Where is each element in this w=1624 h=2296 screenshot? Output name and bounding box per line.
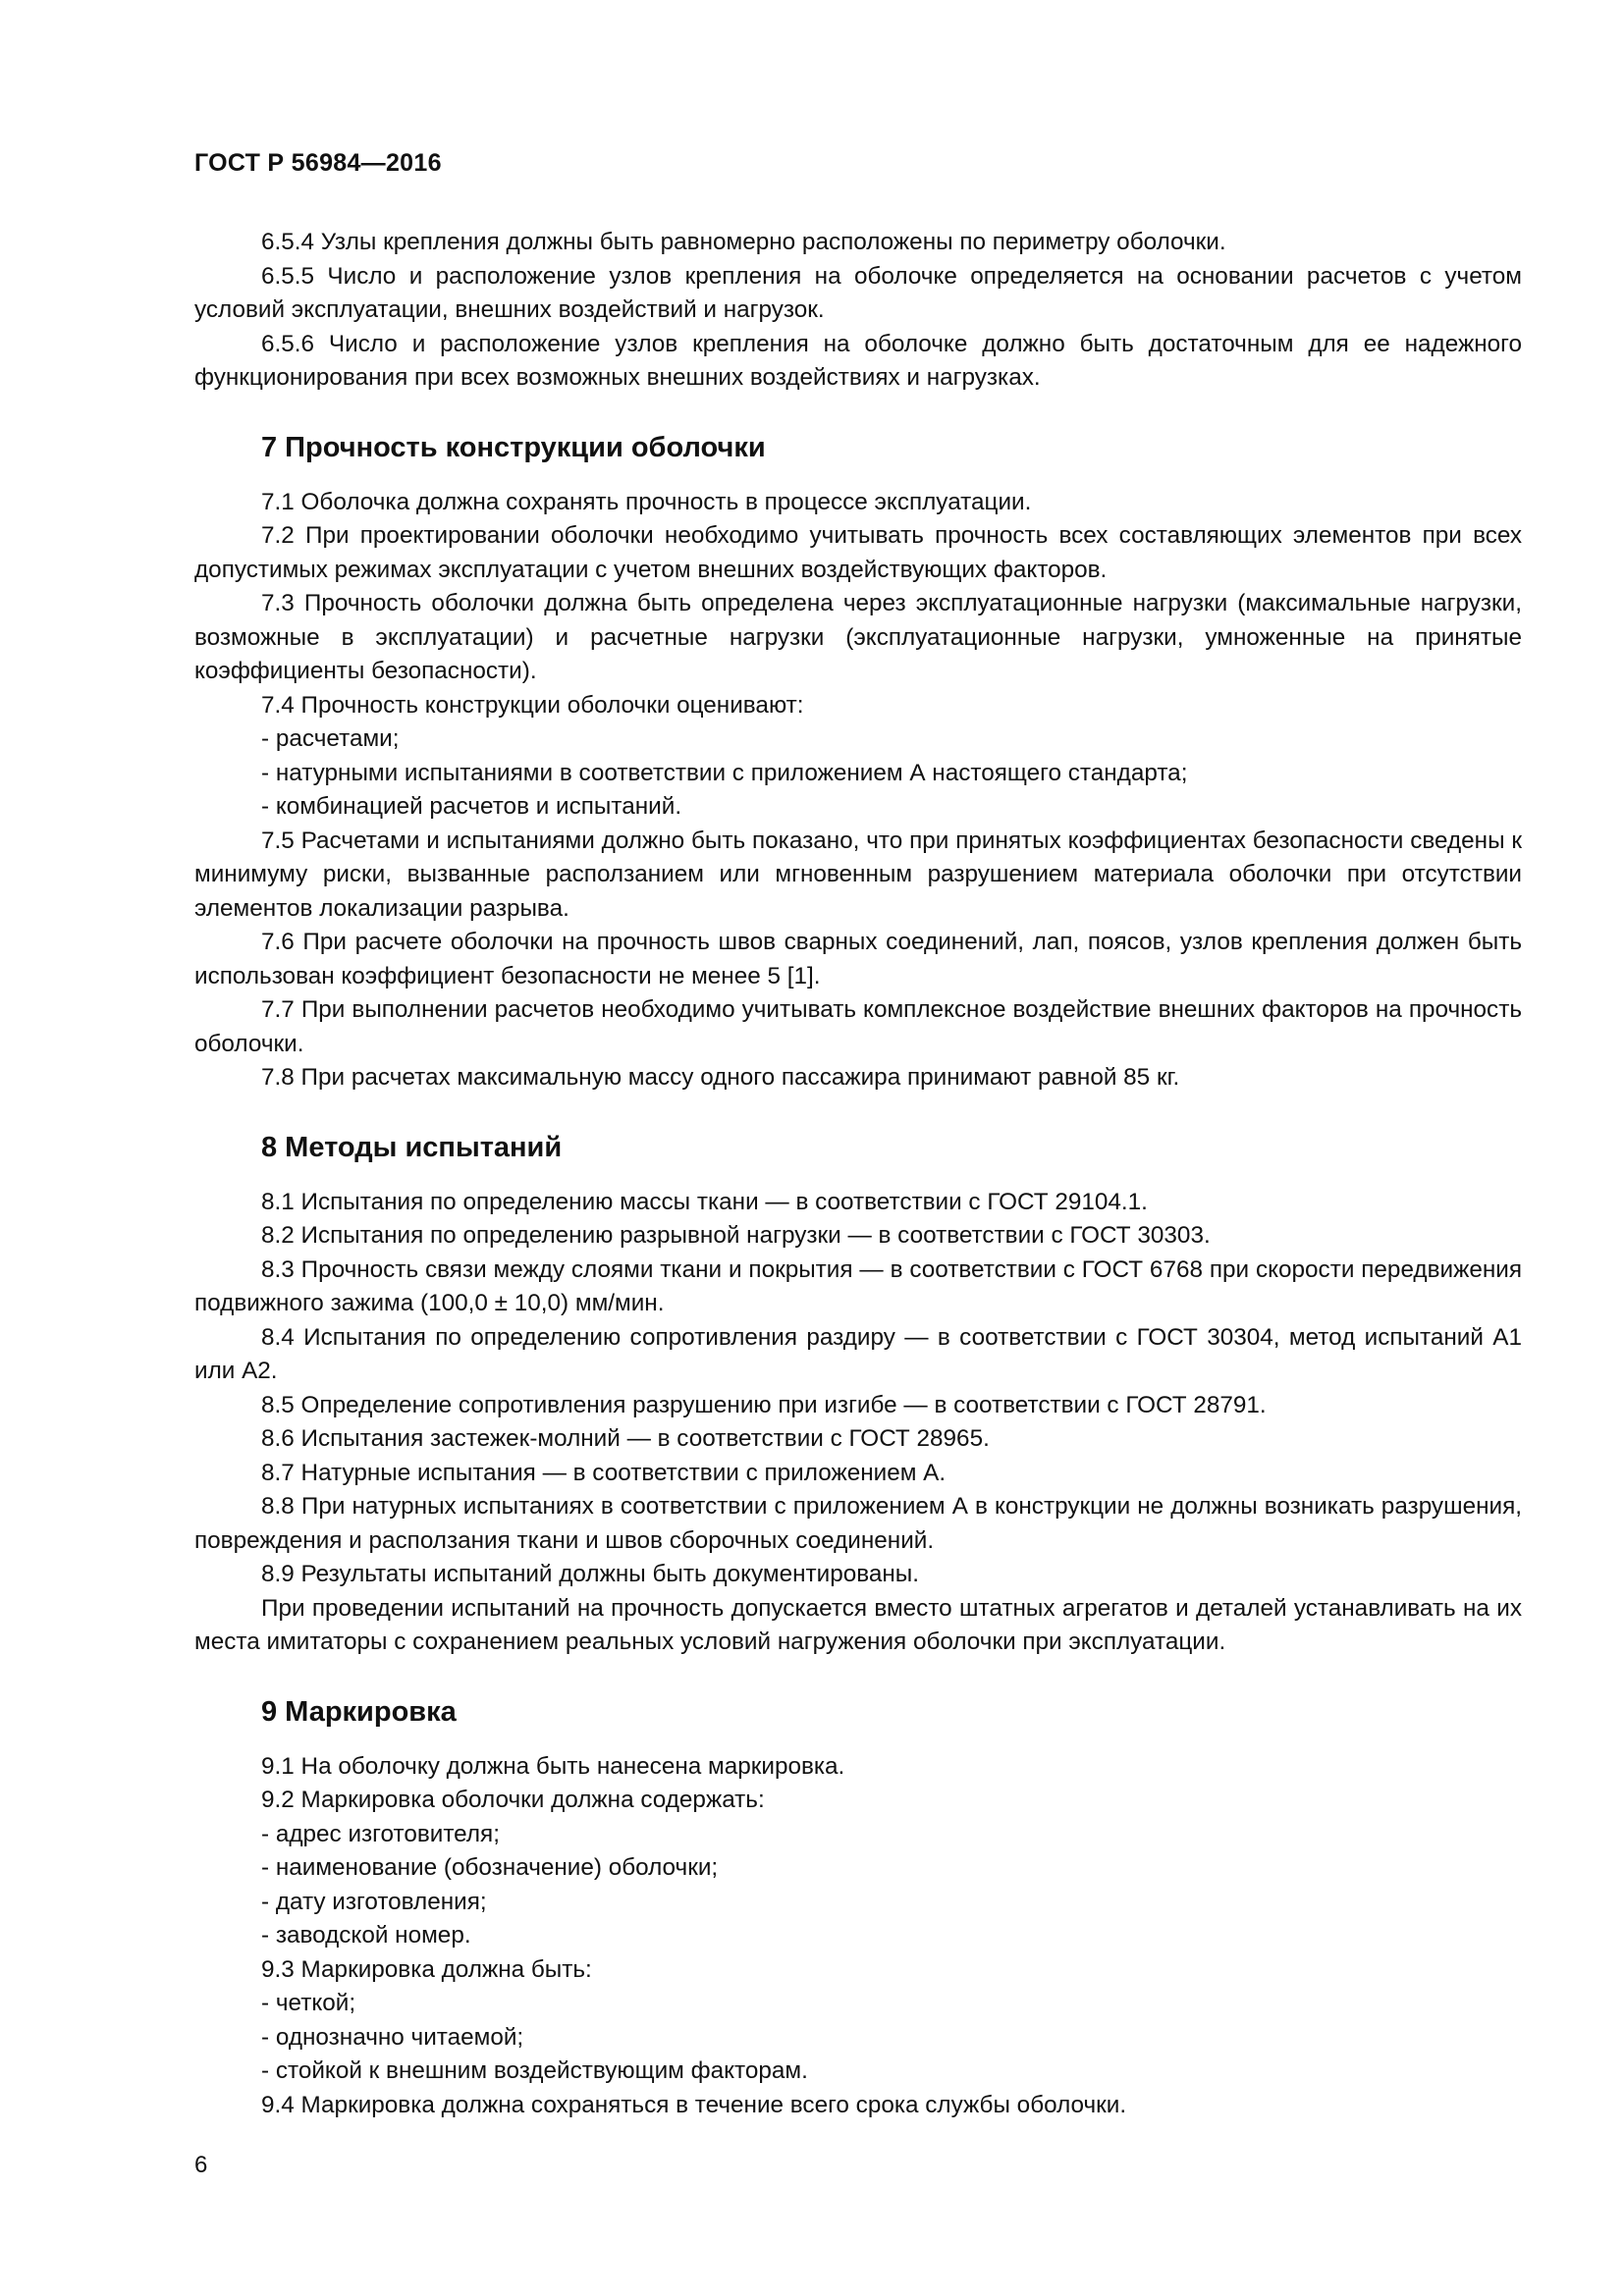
paragraph: 9.3 Маркировка должна быть: xyxy=(261,1955,592,1983)
page-number: 6 xyxy=(194,2152,208,2178)
paragraph: 7.1 Оболочка должна сохранять прочность в процессе эксплуатации. xyxy=(261,488,1032,515)
paragraph: 7.6 При расчете оболочки на прочность швов сварных соединений, лап, поясов, узлов крепления должен быть использован коэффициент безопасности не менее 5 [1]. xyxy=(194,929,1522,989)
paragraph: 6.5.4 Узлы крепления должны быть равномерно расположены по периметру оболочки. xyxy=(261,229,1226,255)
document-header: ГОСТ Р 56984—2016 xyxy=(194,149,442,177)
section-heading: 7 Прочность конструкции оболочки xyxy=(261,431,766,463)
paragraph: - однозначно читаемой; xyxy=(261,2023,524,2051)
paragraph: 7.3 Прочность оболочки должна быть определена через эксплуатационные нагрузки (максимальные нагрузки, возможные в эксплуатации) и расчетные нагрузки (эксплуатационные нагрузки, умноженные на принятые коэффициенты безопасности). xyxy=(194,590,1522,684)
paragraph: - комбинацией расчетов и испытаний. xyxy=(261,793,682,820)
section-heading: 8 Методы испытаний xyxy=(261,1131,563,1163)
paragraph: 8.3 Прочность связи между слоями ткани и покрытия — в соответствии с ГОСТ 6768 при скорости передвижения подвижного зажима (100,0 ± 10,0) мм/мин. xyxy=(194,1255,1522,1316)
paragraph: 7.7 При выполнении расчетов необходимо учитывать комплексное воздействие внешних факторов на прочность оболочки. xyxy=(194,996,1522,1057)
paragraph: 8.6 Испытания застежек-молний — в соответствии с ГОСТ 28965. xyxy=(261,1425,990,1452)
paragraph: При проведении испытаний на прочность допускается вместо штатных агрегатов и деталей устанавливать на их места имитаторы с сохранением реальных условий нагружения оболочки при эксплуатации. xyxy=(194,1594,1522,1655)
paragraph: 8.2 Испытания по определению разрывной нагрузки — в соответствии с ГОСТ 30303. xyxy=(261,1222,1211,1249)
paragraph: 8.7 Натурные испытания — в соответствии с приложением А. xyxy=(261,1459,947,1486)
document-body xyxy=(194,226,1522,2122)
paragraph: 7.5 Расчетами и испытаниями должно быть показано, что при принятых коэффициентах безопасности сведены к минимуму риски, вызванные расползанием или мгновенным разрушением материала оболочки при отсутствии элементов локализации разрыва. xyxy=(194,827,1522,922)
paragraph: 9.2 Маркировка оболочки должна содержать: xyxy=(261,1787,765,1813)
paragraph: 6.5.6 Число и расположение узлов крепления на оболочке должно быть достаточным для ее надежного функционирования при всех возможных внешних воздействиях и нагрузках. xyxy=(194,330,1522,391)
paragraph: - заводской номер. xyxy=(261,1922,471,1949)
paragraph: 8.5 Определение сопротивления разрушению при изгибе — в соответствии с ГОСТ 28791. xyxy=(261,1391,1267,1418)
paragraph: 6.5.5 Число и расположение узлов крепления на оболочке определяется на основании расчетов с учетом условий эксплуатации, внешних воздействий и нагрузок. xyxy=(194,262,1522,323)
paragraph: - четкой; xyxy=(261,1990,356,2016)
paragraph: 7.4 Прочность конструкции оболочки оценивают: xyxy=(261,691,804,719)
paragraph: - дату изготовления; xyxy=(261,1888,487,1915)
paragraph: 7.8 При расчетах максимальную массу одного пассажира принимают равной 85 кг. xyxy=(261,1064,1180,1091)
paragraph: - стойкой к внешним воздействующим факторам. xyxy=(261,2057,808,2084)
paragraph: 8.1 Испытания по определению массы ткани — в соответствии с ГОСТ 29104.1. xyxy=(261,1188,1148,1215)
section-heading: 9 Маркировка xyxy=(261,1695,457,1728)
paragraph: - адрес изготовителя; xyxy=(261,1820,500,1847)
paragraph: 9.4 Маркировка должна сохраняться в течение всего срока службы оболочки. xyxy=(261,2091,1127,2118)
paragraph: - расчетами; xyxy=(261,725,400,752)
paragraph: - наименование (обозначение) оболочки; xyxy=(261,1854,719,1881)
paragraph: - натурными испытаниями в соответствии с приложением А настоящего стандарта; xyxy=(261,759,1188,786)
paragraph: 9.1 На оболочку должна быть нанесена маркировка. xyxy=(261,1752,845,1780)
paragraph: 7.2 При проектировании оболочки необходимо учитывать прочность всех составляющих элементов при всех допустимых режимах эксплуатации с учетом внешних воздействующих факторов. xyxy=(194,522,1522,583)
paragraph: 8.9 Результаты испытаний должны быть документированы. xyxy=(261,1561,920,1587)
paragraph: 8.4 Испытания по определению сопротивления раздиру — в соответствии с ГОСТ 30304, метод испытаний А1 или А2. xyxy=(194,1323,1522,1384)
paragraph: 8.8 При натурных испытаниях в соответствии с приложением А в конструкции не должны возникать разрушения, повреждения и расползания ткани и швов сборочных соединений. xyxy=(194,1493,1522,1554)
